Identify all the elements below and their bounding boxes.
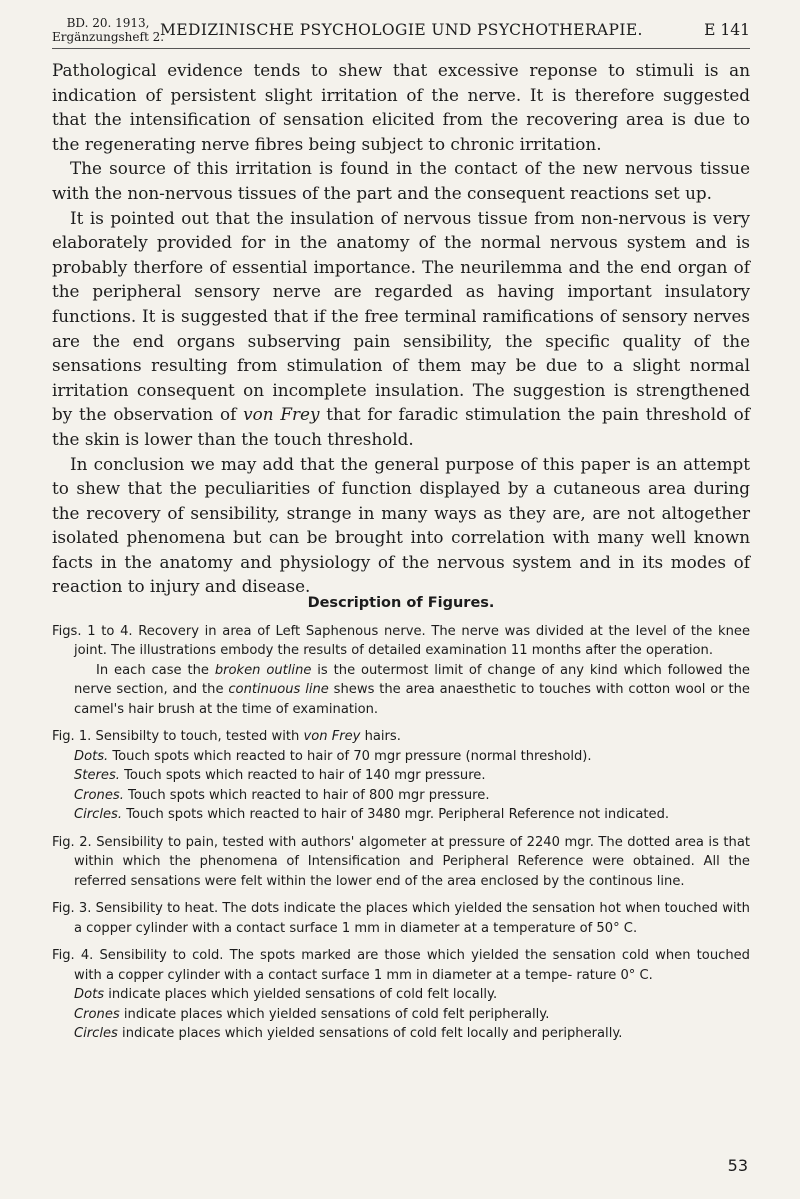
figs-1-4-caption: Figs. 1 to 4. Recovery in area of Left Saphenous nerve. The nerve was divided at the level of the knee joint. The illustrations embody the results of detailed examination 11 months after the operation. bbox=[52, 623, 750, 658]
fig-1-circles: Circles. Touch spots which reacted to hair of 3480 mgr. Peripheral Reference not indicated. bbox=[74, 807, 670, 822]
fig-1-steres: Steres. Touch spots which reacted to hair of 140 mgr pressure. bbox=[74, 768, 486, 783]
author-name: von Frey bbox=[303, 729, 361, 744]
running-header bbox=[52, 16, 750, 49]
author-name: von Frey bbox=[243, 404, 320, 425]
fig-4-crones: Crones indicate places which yielded sensations of cold felt peripherally. bbox=[74, 1006, 550, 1022]
fig-1-dots: Dots. Touch spots which reacted to hair of 70 mgr pressure (normal threshold). bbox=[74, 748, 592, 764]
page-reference: E 141 bbox=[704, 21, 750, 39]
outline-note: In each case the broken outline is the outermost limit of change of any kind which followed the nerve section, and the continuous line shews the area anaesthetic to touches with cotton wool or the camel's hair brush at the time of examination. bbox=[74, 662, 750, 717]
paragraph: Pathological evidence tends to shew that excessive reponse to stimuli is an indication of persistent slight irritation of the nerve. It is therefore suggested that the intensification of sensation elicited from the recovering area is due to the regenerating nerve fibres being subject to chronic irritation. bbox=[52, 60, 750, 154]
text-run: that for faradic stimulation the pain threshold of the skin is lower than the touch threshold. bbox=[52, 404, 750, 449]
fig-1-caption: Fig. 1. Sensibilty to touch, tested with von Frey hairs. bbox=[52, 729, 401, 744]
emphasis: broken outline bbox=[214, 662, 312, 678]
fig-2-caption: Fig. 2. Sensibility to pain, tested with authors' algometer at pressure of 2240 mgr. The dotted area is that within which the phenomena of Intensification and Peripheral Reference were obtained. All the referred sensations were felt within the lower end of the area enclosed by the continous line. bbox=[52, 834, 750, 889]
paragraph bbox=[52, 206, 750, 452]
main-text bbox=[52, 58, 750, 599]
fig-3-caption: Fig. 3. Sensibility to heat. The dots indicate the places which yielded the sensation hot when touched with a copper cylinder with a contact surface 1 mm in diameter at a temperature of 50° C. bbox=[52, 901, 750, 936]
page-number: 53 bbox=[727, 1156, 748, 1175]
text-run: It is pointed out that the insulation of nervous tissue from non-nervous is very elaborately provided for in the anatomy of the normal nervous system and is probably therfore of essential importance. The neurilemma and the end organ of the peripheral sensory nerve are regarded as having important insulatory functions. It is suggested that if the free terminal ramifications of sensory nerves are the end organs subserving pain sensibility, the specific quality of the sensations resulting from stimulation of them may be due to a slight normal irritation consequent on incomplete insulation. The suggestion is strengthened by the observation of bbox=[52, 207, 750, 425]
paragraph: The source of this irritation is found in the contact of the new nervous tissue with the non-nervous tissues of the part and the consequent reactions set up. bbox=[52, 158, 750, 203]
volume-line: BD. 20. 1913, bbox=[66, 16, 150, 30]
fig-4-circles: Circles indicate places which yielded sensations of cold felt locally and peripherally. bbox=[74, 1026, 623, 1041]
journal-title: MEDIZINISCHE PSYCHOLOGIE UND PSYCHOTHERAPIE. bbox=[160, 21, 643, 39]
fig-1-crones: Crones. Touch spots which reacted to hair of 800 mgr pressure. bbox=[74, 787, 490, 803]
fig-4-caption: Fig. 4. Sensibility to cold. The spots marked are those which yielded the sensation cold when touched with a copper cylinder with a contact surface 1 mm in diameter at a tempe- rature 0° C. bbox=[52, 948, 750, 983]
paragraph: In conclusion we may add that the general purpose of this paper is an attempt to shew that the peculiarities of function displayed by a cutaneous area during the recovery of sensibility, strange in many ways as they are, are not altogether isolated phenomena but can be brought into correlation with many well known facts in the anatomy and physiology of the nervous system and in its modes of reaction to injury and disease. bbox=[52, 453, 750, 597]
section-title: Description of Figures. bbox=[307, 595, 495, 611]
emphasis: continuous line bbox=[228, 682, 329, 697]
volume-info bbox=[52, 16, 164, 44]
fig-4-dots: Dots indicate places which yielded sensations of cold felt locally. bbox=[74, 987, 498, 1002]
figure-descriptions bbox=[52, 594, 750, 1044]
supplement-line: Ergänzungsheft 2. bbox=[52, 30, 165, 44]
